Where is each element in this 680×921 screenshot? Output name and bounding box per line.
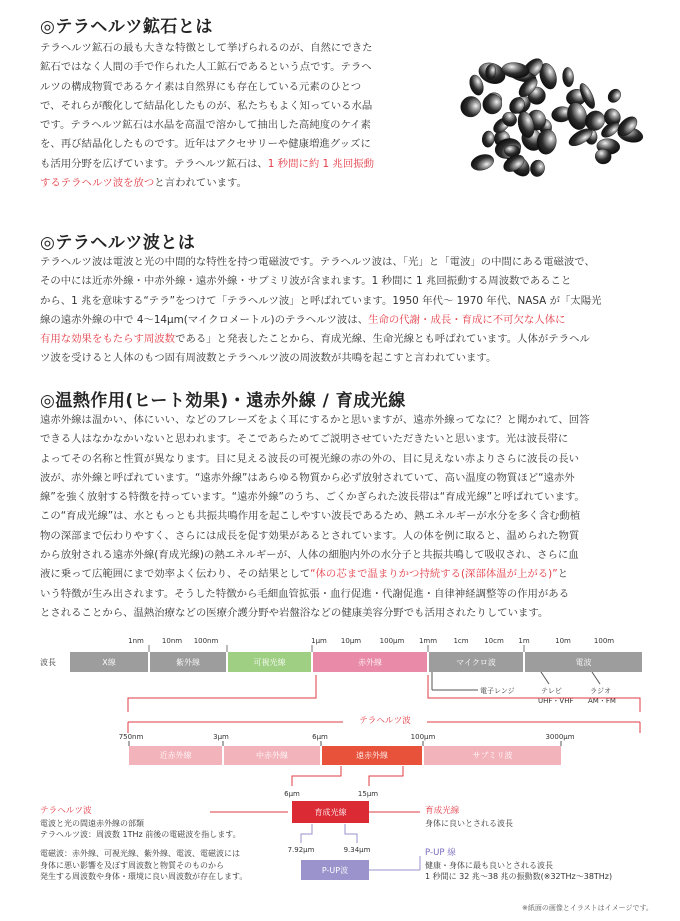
note-line: 身体に悪い影響を及ぼす周波数と物質そのものから [40,860,224,870]
band-growth-light: 育成光線 [292,801,369,823]
section3-line: この“育成光線”は、水ともっとも共振共鳴作用を起こしやすい波長であるため、熱エネルギーが水分を多く含む動植 [40,510,581,523]
note-line: テラヘルツ波：周波数 1THz 前後の電磁波を指します。 [40,830,241,839]
band-microwave: マイクロ波 [429,652,523,672]
top-tick-marks [149,645,524,652]
section3-line: できる人はなかなかいないと思われます。そこであらためてご説明させていただきたいと思います。光は波長帯に [40,433,569,446]
tick-label: 10cm [484,637,504,645]
section1-line: 鉱石ではなく人間の手で作られた人工鉱石であるという点です。テラヘ [40,61,372,74]
tick-label: 100nm [193,637,219,645]
note-line: 身体に良いとされる波長 [425,818,513,828]
stone-shape [562,67,574,87]
device-label: AM・FM [588,697,616,705]
tick-label: 1cm [453,637,469,645]
text-span: 液に乗って広範囲にまで効率よく伝わり、その結果として [40,568,311,581]
text-span: 線の遠赤外線の中で 4〜14μm(マイクロメートル)のテラヘルツ波は、 [40,313,369,326]
stone-shape [529,159,546,178]
section1-body [40,39,440,193]
pup-note [425,848,612,883]
tick-label: 3μm [213,733,229,741]
band-ultraviolet: 紫外線 [150,652,226,672]
section3-line: から放射される遠赤外線(育成光線)の熱エネルギーが、人体の細胞内外の水分子と共振共鳴して吸収され、さらに血 [40,549,579,562]
device-label: UHF・VHF [538,697,574,705]
section2-line: ツ波を受けると人体のもつ固有周波数とテラヘルツ波の周波数が共鳴を起こすと言われています。 [40,352,497,365]
stone-shape [482,130,495,147]
note-line: 健康・身体に最も良いとされる波長 [425,860,553,870]
section2-line: その中には近赤外線・中赤外線・遠赤外線・サブミリ波が含まれます。1 秒間に 1 兆回振動する周波数であること [40,275,572,288]
tick-label: 10m [555,637,571,645]
section3-line: 遠赤外線は温かい、体にいい、などのフレーズをよく耳にするかと思いますが、遠赤外線ってなに？と聞かれて、回答 [40,414,590,426]
text-span: である」と発表したことから、育成光線、生命光線とも呼ばれています。人体がテラヘル [175,333,590,346]
tick-label: 10μm [340,637,362,645]
section2-title: ◎テラヘルツ波とは [40,233,196,253]
section3-line: とされることから、温熱治療などの医療介護分野や岩盤浴などの健康美容分野でも活用されたりしています。 [40,606,549,619]
tick-label: 10nm [161,637,183,645]
stone-shape [457,93,484,121]
band-radio: 電波 [525,652,642,672]
highlight-text: “体の芯まで温まりかつ持続する(深部体温が上がる)” [310,568,558,581]
device-label: 電子レンジ [480,687,515,695]
note-line: 発生する周波数や身体・環境に良い周波数が存在します。 [40,872,248,881]
terahertz-stones-image [442,48,652,190]
highlight-text: 有用な効果をもたらす周波数 [40,333,176,346]
terahertz-label: テラヘルツ波 [359,716,411,726]
band-infrared: 赤外線 [313,652,427,672]
tick-label: 1μm [311,637,327,645]
section3-line: いう特徴が生み出されます。そうした特徴から毛細血管拡張・血行促進・代謝促進・自律神経調整等の作用がある [40,587,570,600]
text-span: も活用分野を広げています。テラヘルツ鉱石は、 [40,157,268,170]
device-label: ラジオ [590,687,611,695]
stone-shape [565,100,590,132]
tick-label: 9.34μm [343,846,371,854]
tick-label: 100μm [410,733,436,741]
section3-body [40,411,660,623]
section2-line: から、1 兆を意味する“テラ”をつけて「テラヘルツ波」と呼ばれています。1950 年代～ 1970 年代、NASA が「太陽光 [40,294,602,307]
section2-line [40,311,660,330]
section1-line: を、再び結晶化したものです。近年はアクセサリーや健康増進グッズに [40,138,371,151]
band-xray: X線 [70,652,148,672]
section1-line: ルツの構成物質であるケイ素は自然界にも存在している元素のひとつ [40,80,362,93]
note-line: 電波と光の間遠赤外線の部類 [40,818,144,828]
tick-label: 15μm [357,790,379,798]
tick-label: 750nm [118,733,144,741]
highlight-text: 1 秒間に約 1 兆回振動 [267,157,375,170]
footnote: ※紙面の画像とイラストはイメージです。 [522,904,653,912]
pup-note-title: P-UP 線 [425,848,456,858]
text-span: と [557,568,569,581]
section1-line [40,155,440,174]
section1-line: です。テラヘルツ鉱石は水晶を高温で溶かして抽出した高純度のケイ素 [40,119,371,132]
band-submillimeter: サブミリ波 [424,746,561,765]
section3-line: 物の深部まで伝わりやすく、さらには成長を促す効果があるとされています。人の体を例に取ると、温められた物質 [40,529,580,542]
device-pointers [432,672,600,690]
section1-line [40,174,440,193]
tick-label: 1m [518,637,530,645]
section2-line [40,330,660,349]
band-mid-infrared: 中赤外線 [224,746,320,765]
section3-title: ◎温熱作用(ヒート効果)・遠赤外線 / 育成光線 [40,391,406,411]
tick-label: 100m [593,637,615,645]
wavelength-label: 波長 [40,658,56,667]
highlight-text: 生命の代謝・成長・育成に不可欠な人体に [368,313,566,326]
band-far-infrared: 遠赤外線 [322,746,422,765]
section3-line: 線”を強く放射する特徴を持っています。“遠赤外線”のうち、ごくかぎられた波長帯は“育成光線”と呼ばれています。 [40,491,585,504]
growth-light-note-title: 育成光線 [425,806,460,816]
tick-label: 100μm [379,637,405,645]
tick-label: 3000μm [545,733,575,741]
section3-line [40,565,660,584]
note-line: 1 秒間に 32 兆〜38 兆の振動数(※32THz〜38THz) [425,872,613,881]
section3-line: 波が、赤外線と呼ばれています。“遠赤外線”はあらゆる物質から必ず放射されていて、高い温度の物質ほど“遠赤外 [40,471,575,484]
section1-line: で、それらが酸化して結晶化したものが、私たちもよく知っている水晶 [40,99,373,112]
highlight-text: するテラヘルツ波を放つ [40,177,155,190]
note-line: 電磁波：赤外線、可視光線、紫外線、電波、電磁波には [40,849,240,858]
section1-line: テラヘルツ鉱石の最も大きな特徴として挙げられるのが、自然にできた [40,42,373,54]
device-label: テレビ [541,687,562,695]
terahertz-note [40,806,241,841]
band-near-infrared: 近赤外線 [129,746,222,765]
band-visible: 可視光線 [228,652,311,672]
tick-label: 6μm [312,733,328,741]
tick-label: 6μm [284,790,300,798]
section3-line: よってその名称と性質が異なります。目に見える波長の可視光線の赤の外の、目に見えない赤よりさらに波長の長い [40,452,580,465]
electromagnetic-note [40,848,247,883]
tick-label: 1nm [128,637,144,645]
terahertz-note-title: テラヘルツ波 [40,806,92,816]
growth-light-note [425,806,513,829]
stone-shape [605,87,623,105]
text-span: と言われています。 [154,177,247,190]
stone-shape [469,152,496,173]
band-pup-wave: P-UP波 [301,860,369,880]
tick-label: 1mm [418,637,438,645]
section2-line: テラヘルツ波は電波と光の中間的な特性を持つ電磁波です。テラヘルツ波は、「光」と「電波」の中間にある電磁波で、 [40,256,595,268]
section1-title: ◎テラヘルツ鉱石とは [40,17,213,37]
section2-body [40,253,660,369]
tick-label: 7.92μm [287,846,315,854]
